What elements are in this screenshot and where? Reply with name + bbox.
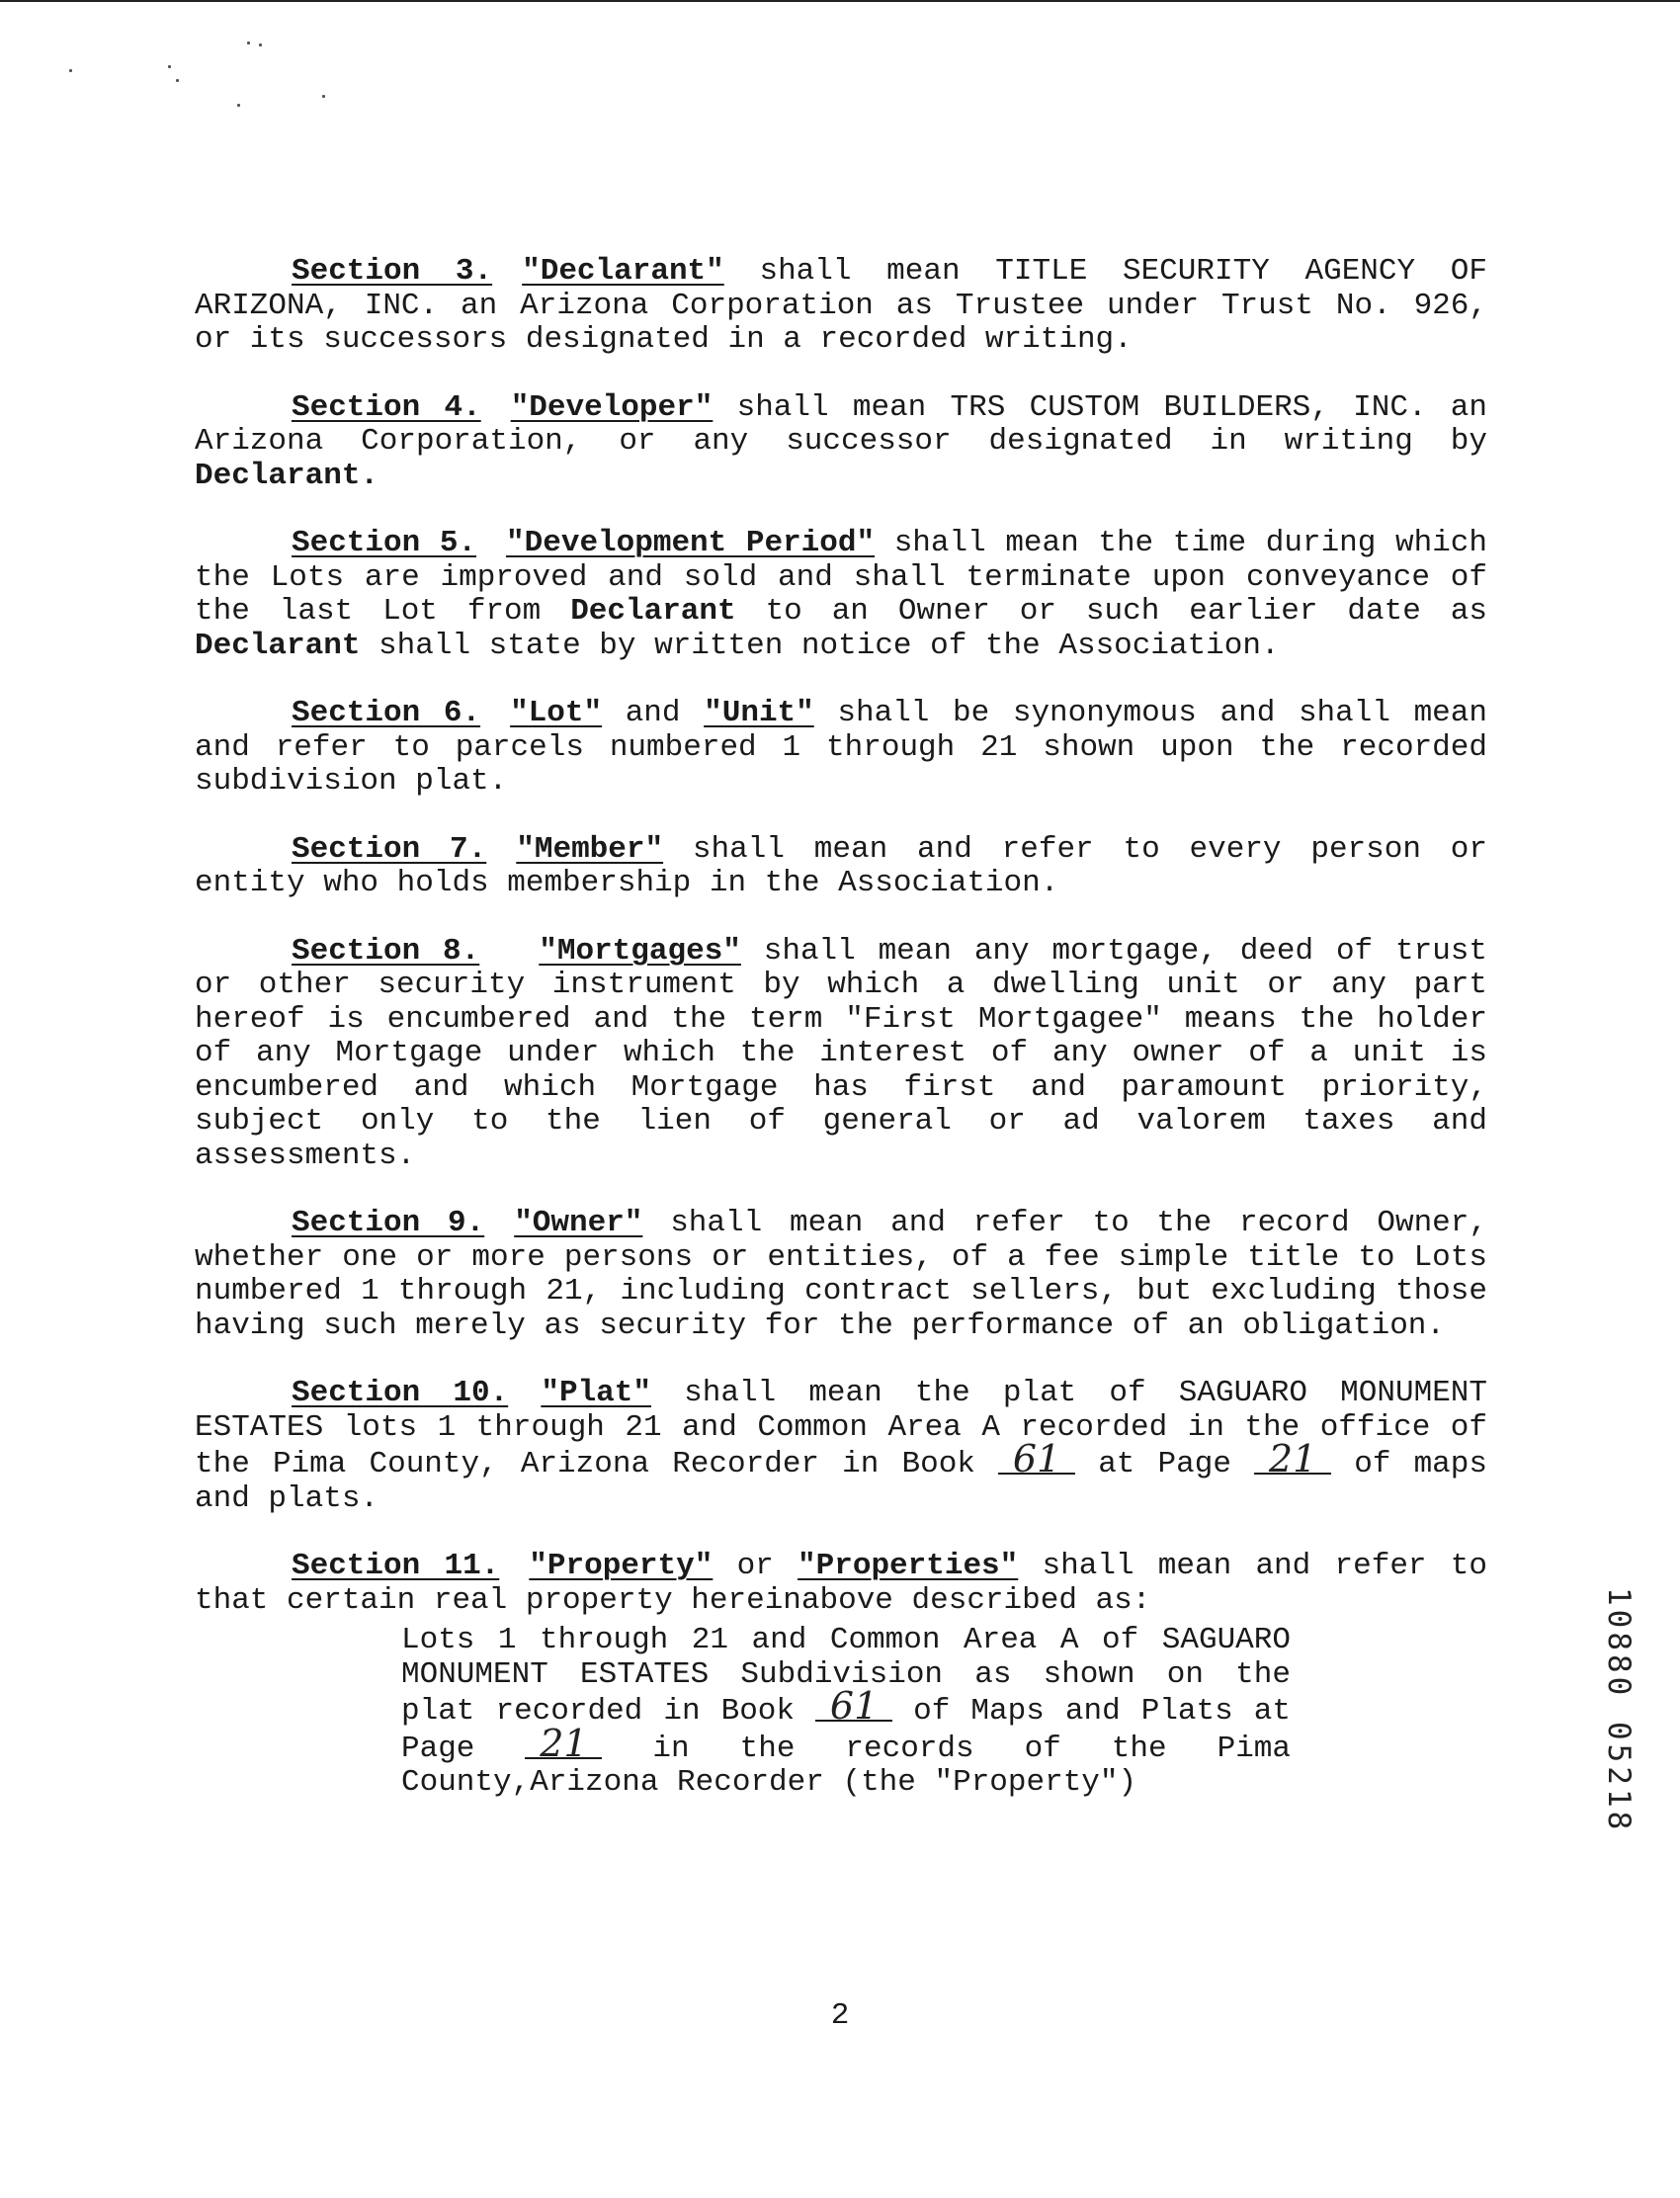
side-recording-stamp: 10880 05218 <box>1601 1587 1637 1834</box>
section-8-term: "Mortgages" <box>539 933 741 969</box>
property-description-a: Lots 1 through 21 and Common Area A of SAGUARO MONUMENT ESTATES Subdivision as shown on the plat recorded in Book <box>401 1623 1291 1729</box>
section-3-term: "Declarant" <box>522 254 724 289</box>
section-6-term-unit: "Unit" <box>704 696 814 730</box>
section-11-or: or <box>736 1549 774 1583</box>
section-11 <box>195 1550 1487 1801</box>
section-6-text: shall be synonymous and shall mean and refer to parcels numbered 1 through 21 shown upon the recorded subdivision plat. <box>195 696 1487 799</box>
section-7-label: Section 7. <box>292 831 487 867</box>
section-4-label: Section 4. <box>292 389 481 425</box>
section-3 <box>195 255 1487 358</box>
page-number: 2 <box>830 1998 850 2033</box>
section-10-book-handwritten: 61 <box>998 1445 1075 1475</box>
section-7-term: "Member" <box>516 831 664 867</box>
section-10-text-b: at Page <box>1098 1447 1231 1481</box>
section-5-text-b: to an Owner or such earlier date as <box>765 594 1487 629</box>
section-8-label: Section 8. <box>292 933 480 969</box>
section-9-term: "Owner" <box>514 1206 643 1240</box>
section-5-label: Section 5. <box>292 526 477 560</box>
section-5 <box>195 527 1487 663</box>
property-page-handwritten: 21 <box>525 1730 602 1759</box>
section-5-bold-a: Declarant <box>570 594 736 629</box>
property-description-c: in the records of the Pima County,Arizona Recorder (the "Property") <box>401 1731 1292 1800</box>
section-9-text: shall mean and refer to the record Owner, whether one or more persons or entities, of a fee simple title to Lots numbered 1 through 21, including contract sellers, but excluding those having such merely as security for the performance of an obligation. <box>195 1206 1487 1343</box>
section-10-text-c: of maps and plats. <box>195 1447 1487 1516</box>
section-10-page-handwritten: 21 <box>1254 1445 1331 1475</box>
section-4-bold-end: Declarant. <box>195 458 379 493</box>
section-5-text-c: shall state by written notice of the Association. <box>378 628 1280 663</box>
section-10-text-a: shall mean the plat of SAGUARO MONUMENT ESTATES lots 1 through 21 and Common Area A recorded in the office of the Pima County, Arizona Recorder in Book <box>195 1376 1487 1481</box>
section-10 <box>195 1377 1487 1516</box>
section-9-label: Section 9. <box>292 1206 485 1240</box>
property-description-b: of Maps and Plats at Page <box>401 1694 1291 1766</box>
section-9 <box>195 1207 1487 1343</box>
property-description-block <box>401 1624 1291 1801</box>
section-10-term: "Plat" <box>541 1376 651 1410</box>
section-5-term: "Development Period" <box>506 526 876 560</box>
section-6-term-lot: "Lot" <box>510 696 603 730</box>
page-top-edge <box>0 0 1680 2</box>
section-5-text-a: shall mean the time during which the Lots are improved and sold and shall terminate upon conveyance of the last Lot from <box>195 526 1487 629</box>
section-10-label: Section 10. <box>292 1376 509 1410</box>
section-6 <box>195 697 1487 800</box>
section-5-bold-b: Declarant <box>195 628 361 663</box>
section-3-label: Section 3. <box>292 254 493 289</box>
section-11-term-properties: "Properties" <box>798 1549 1019 1583</box>
section-4-text: shall mean TRS CUSTOM BUILDERS, INC. an Arizona Corporation, or any successor designated in writing by <box>195 389 1488 459</box>
section-6-and: and <box>625 696 681 730</box>
section-11-label: Section 11. <box>292 1549 500 1583</box>
section-4 <box>195 391 1487 494</box>
section-11-text: shall mean and refer to that certain real property hereinabove described as: <box>195 1549 1487 1618</box>
section-11-term-property: "Property" <box>529 1549 714 1583</box>
section-8 <box>195 935 1487 1174</box>
section-3-text: shall mean TITLE SECURITY AGENCY OF ARIZONA, INC. an Arizona Corporation as Trustee under Trust No. 926, or its successors designated in a recorded writing. <box>195 254 1488 357</box>
property-book-handwritten: 61 <box>815 1692 892 1722</box>
section-6-label: Section 6. <box>292 696 481 730</box>
section-8-text: shall mean any mortgage, deed of trust or other security instrument by which a dwelling unit or any part hereof is encumbered and the term "First Mortgagee" means the holder of any Mortgage under which the interest of any owner of a unit is encumbered and which Mortgage has first and paramount priority, subject only to the lien of general or ad valorem taxes and assessments. <box>195 933 1487 1173</box>
section-7 <box>195 833 1487 901</box>
section-4-term: "Developer" <box>510 389 714 425</box>
section-7-text: shall mean and refer to every person or entity who holds membership in the Association. <box>195 831 1487 900</box>
document-body <box>195 255 1487 1834</box>
